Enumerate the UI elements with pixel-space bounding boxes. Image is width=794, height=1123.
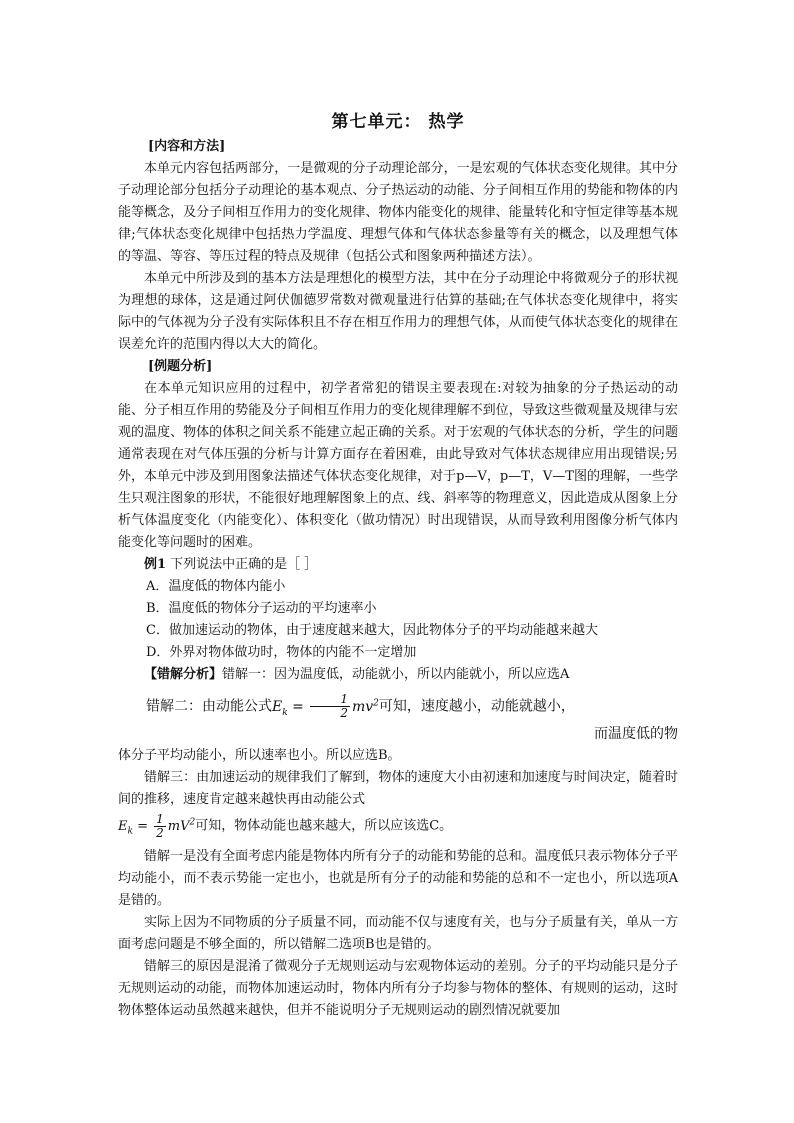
error-two-continuation: 体分子平均动能小，所以速率也小。所以应选B。 xyxy=(118,748,401,764)
fraction2-numerator: 1 xyxy=(156,811,164,826)
error-three-conclusion: 可知，物体动能也越来越大，所以应该选C。 xyxy=(195,818,453,834)
formula2-rhs-superscript: 2 xyxy=(189,817,196,828)
formula2-lhs-subscript: k xyxy=(127,826,133,837)
example-label: 例1 xyxy=(144,557,167,572)
error-two-suffix: 可知，速度越小，动能就越小， xyxy=(378,698,575,715)
fraction-numerator: 1 xyxy=(310,693,350,707)
paragraph-common-errors: 在本单元知识应用的过程中，初学者常犯的错误主要表现在:对较为抽象的分子热运动的动能、分子相互作用的势能及分子间相互作用力的变化规律理解不到位，导致这些微观量及规律与宏观的温度、物体的体积之间关系不能建立起正确的关系。对于宏观的气体状态的分析，学生的问题通常表现在对气体压强的分析与计算方面存在着困难，由此导致对气体状态规律应用出现错误;另外，本单元中涉及到用图象法描述气体状态变化规律，对于p—V，p—T，V—T图的理解，一些学生只观注图象的形状，不能很好地理解图象上的点、线、斜率等的物理意义，因此造成从图象上分析气体温度变化（内能变化）、体积变化（做功情况）时出现错误，从而导致利用图像分析气体内能变化等问题时的困难。 xyxy=(118,381,678,550)
formula-lhs: E xyxy=(272,698,283,715)
kinetic-energy-formula-2 xyxy=(118,811,196,840)
formula2-equals: = xyxy=(132,818,153,834)
formula-rhs: mv xyxy=(351,698,374,715)
fraction-denominator: 2 xyxy=(340,706,348,721)
formula-lhs-subscript: k xyxy=(282,707,288,718)
error-three-text: 错解三：由加速运动的规律我们了解到，物体的速度大小由初速和加速度与时间决定，随着时间的推移，速度肯定越来越快再由动能公式 xyxy=(118,770,678,808)
page-title: 第七单元： 热学 xyxy=(331,112,465,132)
formula2-lhs: E xyxy=(118,818,128,834)
error-two-line xyxy=(118,692,678,745)
error-analysis-1 xyxy=(118,664,678,686)
error-one-text: 错解一：因为温度低，动能就小，所以内能就小，所以应选A xyxy=(222,667,570,682)
formula2-rhs: mV xyxy=(167,818,190,834)
formula-fraction xyxy=(310,693,350,720)
paragraph-error-three-explanation: 错解三的原因是混淆了微观分子无规则运动与宏观物体运动的差别。分子的平均动能只是分子无规则运动的动能，而物体加速运动时，物体内所有分子均参与物体的整体、有规则的运动，这时物体整体运动虽然越来越快，但并不能说明分子无规则运动的剧烈情况就要加 xyxy=(118,959,678,1019)
kinetic-energy-formula xyxy=(272,692,379,721)
formula-rhs-superscript: 2 xyxy=(373,698,379,708)
option-b: B．温度低的物体分子运动的平均速率小 xyxy=(146,601,377,616)
fraction2-denominator: 2 xyxy=(156,825,164,840)
error-two-tail: 而温度低的物 xyxy=(594,726,678,743)
paragraph-content-overview: 本单元内容包括两部分，一是微观的分子动理论部分，一是宏观的气体状态变化规律。其中分子动理论部分包括分子动理论的基本观点、分子热运动的动能、分子间相互作用的势能和物体的内能等概念，及分子间相互作用力的变化规律、物体内能变化的规律、能量转化和守恒定律等基本规律;气体状态变化规律中包括热力学温度、理想气体和气体状态参量等有关的概念，以及理想气体的等温、等容、等压过程的特点及规律（包括公式和图象两种描述方法）。 xyxy=(118,161,678,264)
formula2-fraction xyxy=(154,813,166,840)
error-two-prefix: 错解二：由动能公式 xyxy=(146,698,272,715)
error-analysis-label: 【错解分析】 xyxy=(144,667,223,682)
paragraph-error-two-explanation: 实际上因为不同物质的分子质量不同，而动能不仅与速度有关，也与分子质量有关，单从一方面考虑问题是不够全面的，所以错解二选项B也是错的。 xyxy=(118,915,678,953)
document-body xyxy=(118,136,678,1022)
section-heading-content: [内容和方法] xyxy=(148,139,226,154)
option-d: D．外界对物体做功时，物体的内能不一定增加 xyxy=(146,645,417,660)
paragraph-methods: 本单元中所涉及到的基本方法是理想化的模型方法，其中在分子动理论中将微观分子的形状视为理想的球体，这是通过阿伏伽德罗常数对微观量进行估算的基础;在气体状态变化规律中，将实际中的气体视为分子没有实际体积且不存在相互作用力的理想气体，从而使气体状态变化的规律在误差允许的范围内得以大大的简化。 xyxy=(118,271,678,352)
paragraph-error-one-explanation: 错解一是没有全面考虑内能是物体内所有分子的动能和势能的总和。温度低只表示物体分子平均动能小，而不表示势能一定也小，也就是所有分子的动能和势能的总和不一定也小，所以选项A是错的。 xyxy=(118,849,678,909)
error-three-formula-line xyxy=(118,811,678,842)
option-a: A．温度低的物体内能小 xyxy=(146,579,286,594)
formula-equals: = xyxy=(287,698,309,715)
example-question xyxy=(118,554,678,576)
section-heading-examples: [例题分析] xyxy=(148,359,213,374)
example-question-text: 下列说法中正确的是［ ］ xyxy=(166,557,318,572)
option-c: C．做加速运动的物体，由于速度越来越大，因此物体分子的平均动能越来越大 xyxy=(146,623,598,638)
